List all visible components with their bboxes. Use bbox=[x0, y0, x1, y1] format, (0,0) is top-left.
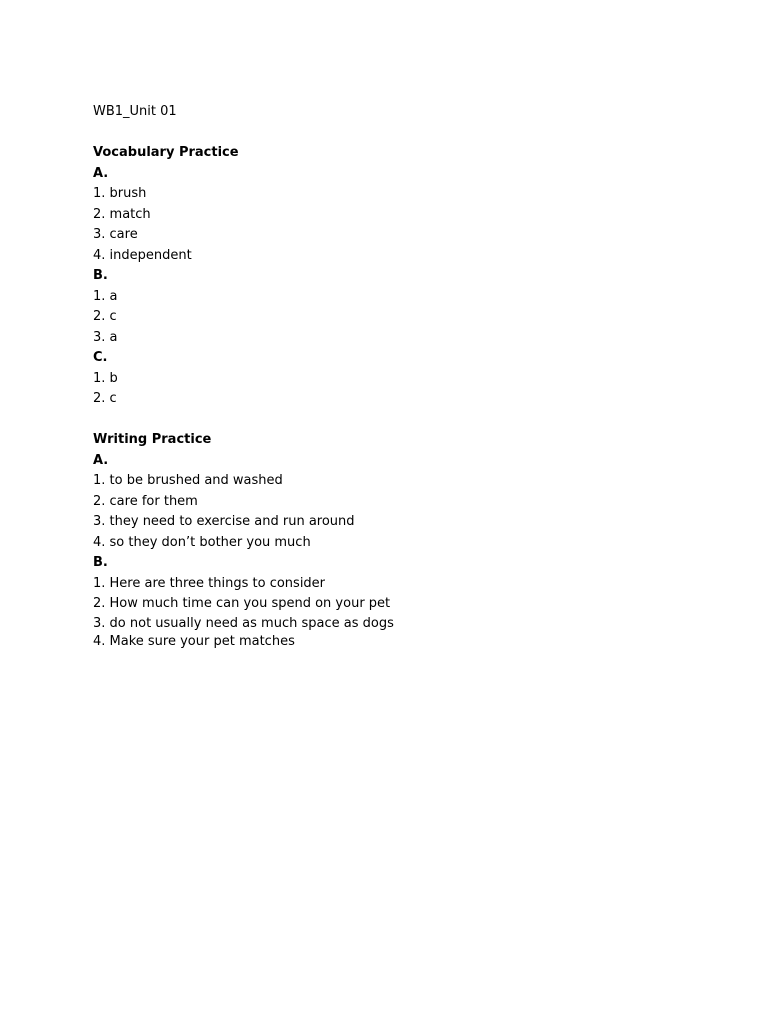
part-label: B. bbox=[93, 268, 108, 283]
answer-item: 1. a bbox=[93, 288, 118, 304]
answer-item: 1. b bbox=[93, 370, 118, 386]
answer-item: 3. do not usually need as much space as dogs bbox=[93, 615, 394, 631]
spacer bbox=[93, 410, 713, 431]
answer-item: 2. care for them bbox=[93, 493, 198, 509]
part-label: A. bbox=[93, 452, 109, 468]
part-label: A. bbox=[93, 165, 109, 181]
answer-item: 2. match bbox=[93, 206, 151, 222]
answer-item: 1. brush bbox=[93, 186, 147, 201]
document-title: WB1_Unit 01 bbox=[93, 104, 177, 119]
section-heading: Writing Practice bbox=[93, 432, 212, 447]
answer-item: 3. a bbox=[93, 329, 118, 345]
part-label: C. bbox=[93, 350, 108, 365]
answer-item: 2. c bbox=[93, 391, 117, 406]
answer-item: 4. Make sure your pet matches bbox=[93, 634, 295, 649]
answer-item: 2. How much time can you spend on your pet bbox=[93, 596, 391, 611]
answer-item: 3. care bbox=[93, 227, 138, 242]
answer-item: 4. independent bbox=[93, 247, 192, 263]
section-vocabulary-practice bbox=[93, 143, 713, 410]
spacer bbox=[93, 123, 713, 144]
part-label: B. bbox=[93, 555, 108, 570]
answer-item: 2. c bbox=[93, 309, 117, 324]
answer-item: 1. to be brushed and washed bbox=[93, 473, 283, 488]
answer-item: 4. so they don’t bother you much bbox=[93, 534, 311, 550]
section-writing-practice bbox=[93, 430, 713, 653]
section-heading: Vocabulary Practice bbox=[93, 145, 239, 160]
document-page bbox=[93, 102, 713, 653]
answer-item: 3. they need to exercise and run around bbox=[93, 514, 355, 529]
answer-item: 1. Here are three things to consider bbox=[93, 575, 326, 591]
